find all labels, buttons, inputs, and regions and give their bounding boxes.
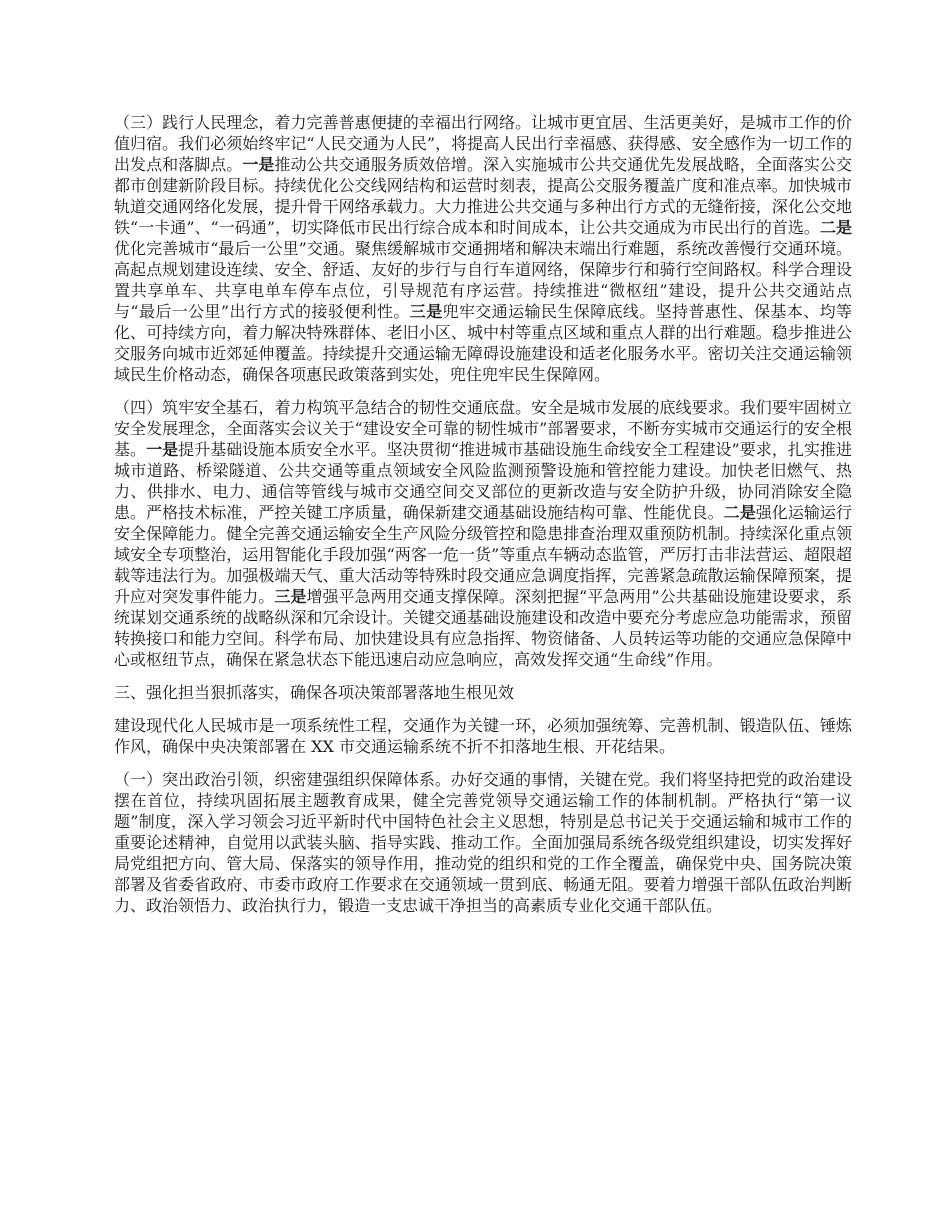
emphasis-marker: 三是	[409, 302, 443, 321]
paragraph-intro: 建设现代化人民城市是一项系统性工程，交通作为关键一环，必须加强统筹、完善机制、锻造队伍、锤炼作风，确保中央决策部署在 XX 市交通运输系统不折不扣落地生根、开花结果。	[114, 716, 852, 756]
text-run: 提升基础设施本质安全水平。坚决贯彻“推进城市基础设施生命线安全工程建设”要求，扎实推进城市道路、桥梁隧道、公共交通等重点领域安全风险监测预警设施和管控能力建设。加快老旧燃气、热力、供排水、电力、通信等管线与城市交通空间交叉部位的更新改造与安全防护升级，协同消除安全隐患。严格技术标准，严控关键工序质量，确保新建交通基础设施结构可靠、性能优良。	[114, 440, 852, 522]
paragraph-travel-network	[114, 112, 852, 385]
emphasis-marker: 三是	[274, 587, 307, 606]
text-run: （四）筑牢安全基石，着力构筑平急结合的韧性交通底盘。安全是城市发展的底线要求。我们要牢固树立安全发展理念，全面落实会议关于“建设安全可靠的韧性城市”部署要求，不断夯实城市交通运行的安全根基。	[114, 398, 852, 459]
paragraph-safety-foundation	[114, 397, 852, 670]
text-run: （三）践行人民理念，着力完善普惠便捷的幸福出行网络。让城市更宜居、生活更美好，是城市工作的价值归宿。我们必须始终牢记“人民交通为人民”，将提高人民出行幸福感、获得感、安全感作为一切工作的出发点和落脚点。	[114, 113, 852, 174]
emphasis-marker: 二是	[819, 218, 852, 237]
emphasis-marker: 二是	[723, 503, 756, 522]
text-run: 推动公共交通服务质效倍增。深入实施城市公共交通优先发展战略，全面落实公交都市创建新阶段目标。持续优化公交线网结构和运营时刻表，提高公交服务覆盖广度和准点率。加快城市轨道交通网络化发展，提升骨干网络承载力。大力推进公共交通与多种出行方式的无缝衔接，深化公交地铁“一卡通”、“一码通”，切实降低市民出行综合成本和时间成本，让公共交通成为市民出行的首选。	[114, 155, 852, 237]
text-run: 兜牢交通运输民生保障底线。坚持普惠性、保基本、均等化、可持续方向，着力解决特殊群体、老旧小区、城中村等重点区域和重点人群的出行难题。稳步推进公交服务向城市近郊延伸覆盖。持续提升交通运输无障碍设施建设和适老化服务水平。密切关注交通运输领域民生价格动态，确保各项惠民政策落到实处，兜住兜牢民生保障网。	[114, 302, 852, 384]
text-run: 优化完善城市“最后一公里”交通。聚焦缓解城市交通拥堵和解决末端出行难题，系统改善慢行交通环境。高起点规划建设连续、安全、舒适、友好的步行与自行车道网络，保障步行和骑行空间路权。科学合理设置共享单车、共享电单车停车点位，引导规范有序运营。持续推进“微枢纽”建设，提升公共交通站点与“最后一公里”出行方式的接驳便利性。	[114, 239, 852, 321]
emphasis-marker: 一是	[242, 155, 275, 174]
text-run: 强化运输运行安全保障能力。健全完善交通运输安全生产风险分级管控和隐患排查治理双重预防机制。持续深化重点领域安全专项整治，运用智能化手段加强“两客一危一货”等重点车辆动态监管，严厉打击非法营运、超限超载等违法行为。加强极端天气、重大活动等特殊时段交通应急调度指挥，完善紧急疏散运输保障预案，提升应对突发事件能力。	[114, 503, 852, 606]
paragraph-political-leadership: （一）突出政治引领，织密建强组织保障体系。办好交通的事情，关键在党。我们将坚持把党的政治建设摆在首位，持续巩固拓展主题教育成果，健全完善党领导交通运输工作的体制机制。严格执行“第一议题”制度，深入学习领会习近平新时代中国特色社会主义思想，特别是总书记关于交通运输和城市工作的重要论述精神，自觉用以武装头脑、指导实践、推动工作。全面加强局系统各级党组织建设，切实发挥好局党组把方向、管大局、保落实的领导作用，推动党的组织和党的工作全覆盖，确保党中央、国务院决策部署及省委省政府、市委市政府工作要求在交通领域一贯到底、畅通无阻。要着力增强干部队伍政治判断力、政治领悟力、政治执行力，锻造一支忠诚干净担当的高素质专业化交通干部队伍。	[114, 770, 852, 915]
text-run: 增强平急两用交通支撑保障。深刻把握“平急两用”公共基础设施建设要求，系统谋划交通系统的战略纵深和冗余设计。关键交通基础设施建设和改造中要充分考虑应急功能需求，预留转换接口和能力空间。科学布局、加快建设具有应急指挥、物资储备、人员转运等功能的交通应急保障中心或枢纽节点，确保在紧急状态下能迅速启动应急响应，高效发挥交通“生命线”作用。	[114, 587, 852, 669]
document-page	[114, 112, 852, 928]
emphasis-marker: 一是	[146, 440, 179, 459]
section-heading: 三、强化担当狠抓落实，确保各项决策部署落地生根见效	[114, 683, 515, 702]
